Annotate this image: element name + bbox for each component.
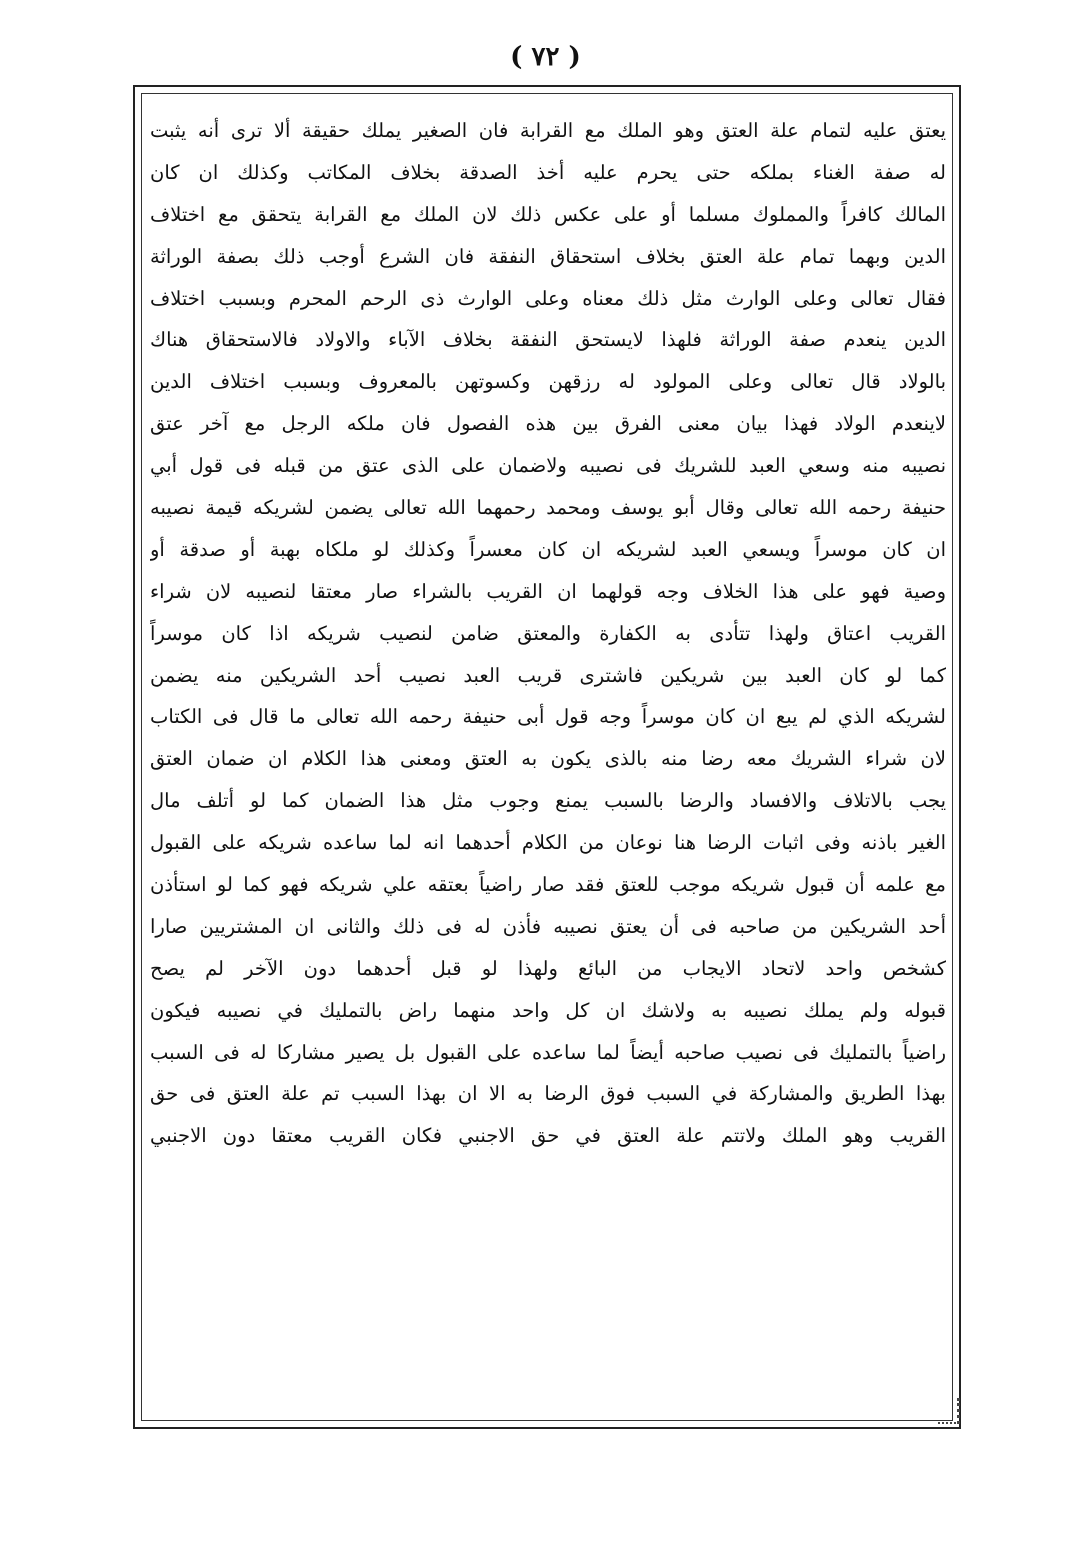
border-ornament [938, 1398, 960, 1424]
text-line: كما لو كان العبد بين شريكين فاشترى قريب العبد نصيب أحد الشريكين منه يضمن [150, 663, 946, 687]
text-line: يعتق عليه لتمام علة العتق وهو الملك مع القرابة فان الصغير يملك حقيقة ألا ترى أنه يثبت [150, 119, 946, 142]
text-line: راضياً بالتمليك فى نصيب صاحبه أيضاً لما ساعده على القبول بل يصير مشاركا له فى السبب [150, 1040, 946, 1064]
page-number: ( ٧٢ ) [510, 42, 581, 72]
text-line: لشريكه الذي لم يبع ان كان موسراً وجه قول أبى حنيفة رحمه الله تعالى ما قال فى الكتاب [150, 705, 946, 729]
text-line: أحد الشريكين من صاحبه فى أن يعتق نصيبه فأذن له فى ذلك والثانى ان المشتريين صارا [150, 914, 946, 938]
text-line: حنيفة رحمه الله تعالى وقال أبو يوسف ومحمد رحمهما الله تعالى يضمن لشريكه قيمة نصيبه [150, 496, 946, 520]
text-line: لاينعدم الولاد فهذا بيان معنى الفرق بين هذه الفصول فان ملكه الرجل مع آخر عتق [150, 412, 946, 436]
text-line: بهذا الطريق والمشاركة في السبب فوق الرضا به الا ان بهذا السبب تم علة العتق فى حق [150, 1082, 946, 1106]
text-line: لان شراء الشريك معه رضا منه بالذى يكون به العتق ومعنى هذا الكلام ان ضمان العتق [150, 747, 946, 771]
text-line: بالولاد قال تعالى وعلى المولود له رزقهن وكسوتهن بالمعروف وبسبب اختلاف الدين [150, 370, 946, 394]
text-line: الدين ينعدم صفة الوراثة فلهذا لايستحق النفقة بخلاف الآباء والاولاد فالاستحقاق هناك [150, 328, 946, 352]
text-line: قبوله ولم يملك نصيبه به ولاشك ان كل واحد منهما راض بالتمليك في نصيبه فيكون [150, 998, 946, 1022]
text-line: القريب وهو الملك ولاتتم علة العتق في حق الاجنبي فكان القريب معتقا دون الاجنبي [150, 1124, 946, 1148]
text-line: الغير باذنه وفى اثبات الرضا هنا نوعان من الكلام أحدهما انه لما ساعده شريكه على القبول [150, 831, 946, 855]
text-line: يجب بالاتلاف والافساد والرضا بالسبب يمنع وجوب مثل هذا الضمان كما لو أتلف مال [150, 789, 946, 813]
text-line: كشخص واحد لاتحاد الايجاب من البائع ولهذا لو قبل أحدهما دون الآخر لم يصح [150, 956, 946, 980]
text-line: ان كان موسراً ويسعي العبد لشريكه ان كان معسراً وكذلك لو ملكاه بهبة أو صدقة أو [150, 537, 946, 561]
text-line: فقال تعالى وعلى الوارث مثل ذلك معناه وعلى الوارث ذى الرحم المحرم وبسبب اختلاف [150, 286, 946, 310]
text-line: الدين وبهما تمام علة العتق بخلاف استحقاق النفقة فان الشرع أوجب ذلك بصفة الوراثة [150, 244, 946, 268]
body-text [150, 110, 946, 1410]
text-line: نصيبه منه وسعي العبد للشريك فى نصيبه ولاضمان على الذى عتق من قبله فى قول أبي [150, 454, 946, 478]
text-line: مع علمه أن قبول شريكه موجب للعتق فقد صار راضياً بعتقه علي شريكه فهو كما لو استأذن [150, 873, 946, 897]
text-line: له صفة الغناء بملكه حتى يحرم عليه أخذ الصدقة بخلاف المكاتب وكذلك ان كان [150, 160, 946, 184]
text-line: وصية فهو على هذا الخلاف وجه قولهما ان القريب بالشراء صار معتقا لنصيبه لان شراء [150, 579, 946, 603]
text-line: المالك كافراً والمملوك مسلما أو على عكس ذلك لان الملك مع القرابة يتحقق مع اختلاف [150, 202, 946, 226]
text-line: القريب اعتاق ولهذا تتأدى به الكفارة والمعتق ضامن لنصيب شريكه اذا كان موسراً [150, 621, 946, 645]
